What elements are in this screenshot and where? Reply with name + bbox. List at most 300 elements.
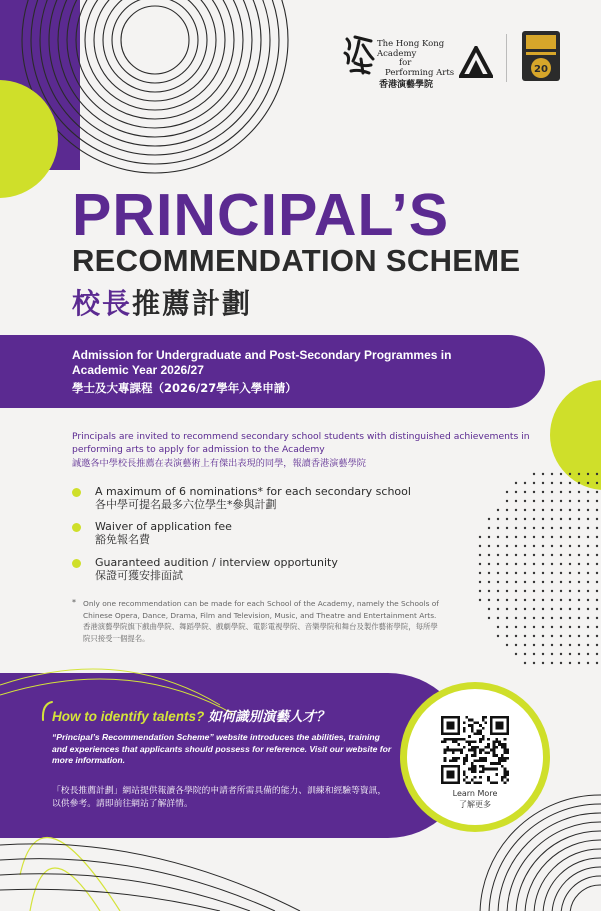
dot [506,644,508,646]
dot [533,482,535,484]
dot [587,509,589,511]
qr-module [441,781,444,784]
qr-module [452,740,455,743]
footnote-asterisk: * [72,598,76,607]
dot [524,617,526,619]
qr-module [498,721,501,724]
qr-module [474,768,477,771]
qr-module [444,716,447,719]
dot [587,581,589,583]
qr-module [457,749,460,752]
qr-module [463,770,466,773]
dot [515,644,517,646]
dot [524,491,526,493]
dot [560,509,562,511]
qr-module [504,781,507,784]
dot [515,626,517,628]
qr-module [479,732,482,735]
qr-module [463,727,466,730]
qr-module [452,738,455,741]
dot [506,536,508,538]
concentric-rings-decoration [20,0,290,175]
qr-module [457,743,460,746]
qr-module [504,760,507,763]
dot [569,599,571,601]
dot [542,518,544,520]
dot [497,599,499,601]
qr-module [471,719,474,722]
qr-module [441,719,444,722]
qr-module [441,740,444,743]
dot [515,509,517,511]
footnote [83,598,443,644]
concentric-rings-decoration [470,790,601,911]
qr-module [474,721,477,724]
dot [578,554,580,556]
qr-module [485,751,488,754]
qr-module [506,716,509,719]
qr-module [441,730,444,733]
dot [587,491,589,493]
dot [524,518,526,520]
qr-module [452,765,455,768]
qr-module [501,732,504,735]
dot [542,527,544,529]
dot [524,662,526,664]
qr-module [495,781,498,784]
qr-code-icon[interactable] [441,716,509,784]
dot [578,500,580,502]
qr-module [485,746,488,749]
dot [542,482,544,484]
dot [542,653,544,655]
qr-module [479,770,482,773]
dot [515,599,517,601]
qr-module [482,749,485,752]
dot [524,563,526,565]
dot [533,491,535,493]
dot [569,572,571,574]
qr-module [482,719,485,722]
dot [497,563,499,565]
qr-module [457,776,460,779]
qr-module [452,757,455,760]
dot [506,590,508,592]
qr-module [457,768,460,771]
dot [479,536,481,538]
dot [497,527,499,529]
dot [479,563,481,565]
dot [596,545,598,547]
qr-module [455,732,458,735]
qr-module [482,727,485,730]
qr-module [504,738,507,741]
dot [596,518,598,520]
dot [533,536,535,538]
dot [578,653,580,655]
dot [524,500,526,502]
title-recommendation-scheme: RECOMMENDATION SCHEME [72,243,521,278]
qr-module [452,760,455,763]
dot [551,536,553,538]
qr-module [495,768,498,771]
qr-module [465,740,468,743]
qr-module [487,776,490,779]
qr-module [498,716,501,719]
dot [542,626,544,628]
dot [596,590,598,592]
qr-module [504,751,507,754]
qr-module [471,749,474,752]
qr-module [479,760,482,763]
qr-module [495,762,498,765]
dot [488,608,490,610]
qr-module [490,768,493,771]
qr-module [498,724,501,727]
dot [551,572,553,574]
footnote-zh: 香港演藝學院旗下戲曲學院、舞蹈學院、戲劇學院、電影電視學院、音樂學院和舞台及製作藝術學院，每所學院只接受一個提名。 [83,622,438,643]
qr-module [465,760,468,763]
dot [542,599,544,601]
dot [578,509,580,511]
qr-module [468,724,471,727]
dot [578,518,580,520]
qr-module [471,779,474,782]
qr-module [468,768,471,771]
qr-module [498,760,501,763]
banner-en: Admission for Undergraduate and Post-Secondary Programmes in Academic Year 2026/27 [72,348,452,377]
dot [506,581,508,583]
qr-module [476,746,479,749]
qr-module [485,760,488,763]
dot [578,608,580,610]
dot [524,599,526,601]
dot [569,554,571,556]
qr-module [493,762,496,765]
qr-module [490,762,493,765]
dot [488,545,490,547]
qr-module [493,743,496,746]
qr-module [457,732,460,735]
dot [587,635,589,637]
dot [560,563,562,565]
dot [569,536,571,538]
qr-module [446,773,449,776]
qr-module [495,716,498,719]
qr-module [465,716,468,719]
dot [533,518,535,520]
dot [560,491,562,493]
dot [551,617,553,619]
qr-module [501,716,504,719]
dot [479,554,481,556]
qr-module [452,721,455,724]
dot [569,626,571,628]
qr-module [441,773,444,776]
dot [551,491,553,493]
qr-module [501,776,504,779]
qr-module [485,768,488,771]
dot [587,617,589,619]
qr-module [463,738,466,741]
dot [506,626,508,628]
qr-module [474,749,477,752]
qr-module [446,765,449,768]
dot [596,491,598,493]
qr-module [449,721,452,724]
qr-module [452,716,455,719]
dot [551,527,553,529]
benefit-en: Guaranteed audition / interview opportunity [95,556,338,569]
dot [587,662,589,664]
dot [551,626,553,628]
dot [569,635,571,637]
bullet-dot-icon [72,488,81,497]
dot [515,554,517,556]
qr-module [501,727,504,730]
qr-module [457,716,460,719]
dot [497,536,499,538]
qr-module [449,760,452,763]
dot [515,617,517,619]
dot [560,581,562,583]
talent-heading [52,705,330,725]
qr-module [441,732,444,735]
dot [497,572,499,574]
qr-module [441,768,444,771]
qr-module [446,776,449,779]
title-principals: PRINCIPAL’S [72,182,450,248]
qr-module [471,746,474,749]
dot [596,509,598,511]
dot [551,599,553,601]
qr-module [446,746,449,749]
dot [587,590,589,592]
qr-module [479,765,482,768]
qr-module [471,724,474,727]
dot [524,608,526,610]
dot [542,572,544,574]
dot [596,662,598,664]
dot [506,500,508,502]
dot [515,518,517,520]
qr-module [501,746,504,749]
dot [488,527,490,529]
dot [515,527,517,529]
dot [515,500,517,502]
talent-description-en: “Principal’s Recommendation Scheme” website introduces the abilities, training and experiences that applicants should possess for reference. Visit our website for more information. [52,732,392,765]
qr-module [474,760,477,763]
dot [542,617,544,619]
dot [560,545,562,547]
dot [542,500,544,502]
dot [488,563,490,565]
dot [488,599,490,601]
qr-module [493,716,496,719]
qr-module [487,746,490,749]
dot [551,662,553,664]
dot [587,626,589,628]
dot [515,590,517,592]
qr-module [504,749,507,752]
qr-module [504,743,507,746]
qr-module [495,724,498,727]
dot [596,581,598,583]
dot [551,653,553,655]
qr-module [455,760,458,763]
dot [542,644,544,646]
dot [533,635,535,637]
dot [488,536,490,538]
dot [587,653,589,655]
dot [506,572,508,574]
qr-module [457,730,460,733]
qr-module [441,721,444,724]
dot [533,644,535,646]
dot [560,500,562,502]
qr-module [463,762,466,765]
qr-module [455,757,458,760]
dot [551,500,553,502]
qr-module [482,770,485,773]
dot [587,500,589,502]
qr-module [457,738,460,741]
qr-module [449,738,452,741]
dot [596,626,598,628]
qr-module [460,749,463,752]
dot [551,509,553,511]
dot [524,581,526,583]
qr-module [498,727,501,730]
qr-module [498,757,501,760]
qr-module [495,738,498,741]
dot [596,554,598,556]
qr-module [449,776,452,779]
dot [524,590,526,592]
dot [560,473,562,475]
qr-module [506,719,509,722]
qr-module [479,730,482,733]
qr-module [482,765,485,768]
qr-module [452,781,455,784]
dot [515,653,517,655]
dot [578,491,580,493]
qr-module [441,770,444,773]
dot [569,644,571,646]
dot [578,473,580,475]
qr-module [495,727,498,730]
qr-module [479,776,482,779]
dot [560,653,562,655]
qr-module [498,740,501,743]
qr-module [452,751,455,754]
dot [506,563,508,565]
dot [524,482,526,484]
qr-module [457,757,460,760]
dot [515,581,517,583]
dot [524,635,526,637]
qr-module [474,746,477,749]
dot [524,572,526,574]
qr-module [487,751,490,754]
qr-module [471,762,474,765]
qr-module [495,773,498,776]
qr-module [455,765,458,768]
qr-module [444,749,447,752]
dot [569,491,571,493]
qr-module [495,732,498,735]
qr-module [482,757,485,760]
qr-module [465,754,468,757]
dot [506,635,508,637]
academy-name-zh: 香港演藝學院 [379,80,434,90]
dot [497,518,499,520]
dot [560,482,562,484]
dot [569,500,571,502]
dot [569,563,571,565]
qr-module [449,781,452,784]
dot [542,545,544,547]
qr-module [471,730,474,733]
qr-module [490,730,493,733]
qr-module [501,721,504,724]
learn-more-link[interactable]: Learn More [452,789,498,798]
qr-module [441,776,444,779]
qr-module [468,719,471,722]
qr-module [479,749,482,752]
dot [587,599,589,601]
dot [578,599,580,601]
qr-module [490,727,493,730]
dot [533,626,535,628]
qr-module [449,770,452,773]
dot [506,509,508,511]
dot [533,545,535,547]
learn-more-zh: 了解更多 [459,800,491,809]
qr-module [485,721,488,724]
dot [560,527,562,529]
dot [497,581,499,583]
qr-module [479,740,482,743]
dot [533,653,535,655]
dot [587,518,589,520]
qr-module [487,779,490,782]
dot [542,635,544,637]
dot [506,554,508,556]
qr-module [471,740,474,743]
qr-module [457,781,460,784]
dot [587,527,589,529]
qr-module [474,751,477,754]
qr-module [463,760,466,763]
dot [596,482,598,484]
qr-module [479,724,482,727]
dot [551,545,553,547]
qr-module [465,781,468,784]
qr-module [463,757,466,760]
dot [524,653,526,655]
qr-module [446,721,449,724]
qr-module [490,724,493,727]
dot [533,599,535,601]
qr-module [444,738,447,741]
dot [560,590,562,592]
qr-module [463,746,466,749]
dot [551,482,553,484]
qr-module [449,724,452,727]
dot [488,581,490,583]
qr-module [457,765,460,768]
